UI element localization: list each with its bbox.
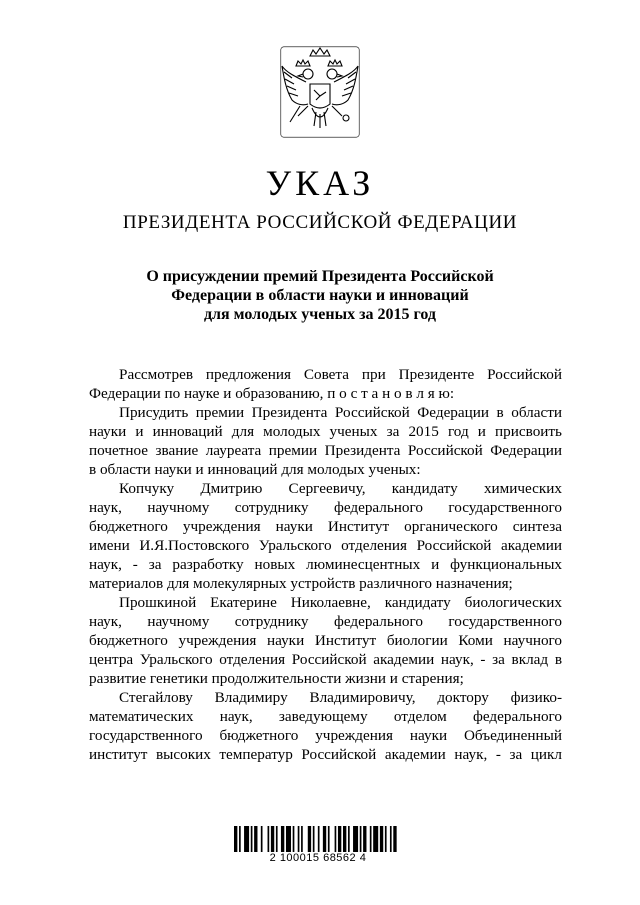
title-line: Федерации в области науки и инноваций bbox=[171, 287, 469, 304]
barcode-icon bbox=[232, 826, 402, 852]
body-line: бюджетного учреждения науки Институт биологии Коми научного bbox=[89, 632, 562, 649]
issuer-title: ПРЕЗИДЕНТА РОССИЙСКОЙ ФЕДЕРАЦИИ bbox=[122, 212, 518, 233]
body-line: государственного бюджетного учреждения науки Объединенный bbox=[89, 727, 562, 744]
body-line: имени И.Я.Постовского Уральского отделения Российской академии bbox=[89, 537, 562, 554]
body-line: математических наук, заведующему отделом федерального bbox=[89, 708, 562, 725]
body-line: почетное звание лауреата премии Президента Российской Федерации bbox=[89, 442, 562, 459]
barcode-number: 2 100015 68562 4 bbox=[269, 852, 367, 864]
body-line: Прошкиной Екатерине Николаевне, кандидату биологических bbox=[119, 594, 562, 611]
body-line: наук, научному сотруднику федерального государственного bbox=[89, 613, 562, 630]
body-line: Стегайлову Владимиру Владимировичу, доктору физико- bbox=[119, 689, 562, 706]
body-line: центра Уральского отделения Российской академии наук, - за вклад в bbox=[89, 651, 562, 668]
body-line: Копчуку Дмитрию Сергеевичу, кандидату химических bbox=[119, 480, 562, 497]
body-line: Присудить премии Президента Российской Федерации в области bbox=[119, 404, 562, 421]
body-line: Федерации по науке и образованию, п о с т а н о в л я ю: bbox=[89, 385, 455, 402]
title-line: для молодых ученых за 2015 год bbox=[203, 306, 437, 323]
body-line: науки и инноваций для молодых ученых за 2015 год и присвоить bbox=[89, 423, 562, 440]
body-line: бюджетного учреждения науки Институт органического синтеза bbox=[89, 518, 562, 535]
russian-coat-of-arms-icon bbox=[280, 46, 360, 138]
document-type: УКАЗ bbox=[265, 163, 375, 203]
body-line: институт высоких температур Российской академии наук, - за цикл bbox=[89, 746, 562, 763]
body-line: в области науки и инноваций для молодых ученых: bbox=[89, 461, 421, 478]
decree-title bbox=[80, 267, 560, 324]
body-line: материалов для молекулярных устройств различного назначения; bbox=[89, 575, 513, 592]
title-line: О присуждении премий Президента Российской bbox=[146, 268, 494, 285]
body-line: развитие генетики продолжительности жизни и старения; bbox=[89, 670, 464, 687]
decree-body bbox=[89, 365, 562, 764]
body-line: наук, научному сотруднику федерального государственного bbox=[89, 499, 562, 516]
body-line: наук, - за разработку новых люминесцентных и функциональных bbox=[89, 556, 562, 573]
body-line: Рассмотрев предложения Совета при Президенте Российской bbox=[119, 366, 562, 383]
